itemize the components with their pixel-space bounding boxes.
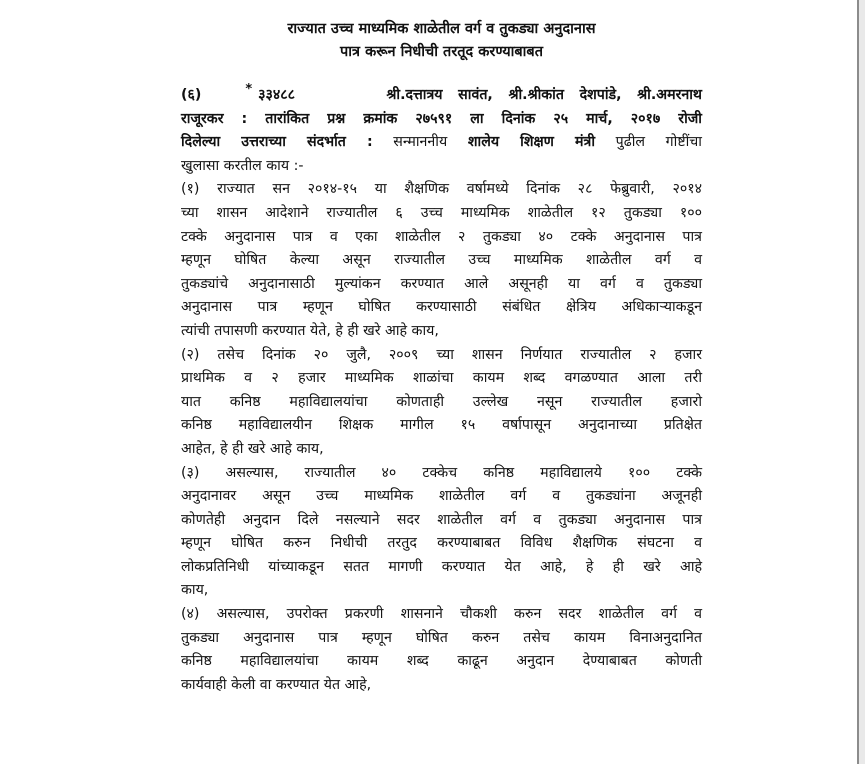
question-part-line: काय, — [181, 582, 209, 599]
question-part-line: च्या शासन आदेशाने राज्यातील ६ उच्च माध्यमिक शाळेतील १२ तुकड्या १०० — [181, 204, 702, 221]
question-part-line: कनिष्ठ महाविद्यालयांचा कायम शब्द काढून अनुदान देण्याबाबत कोणती — [181, 653, 702, 670]
question-part-line: अनुदानास पात्र म्हणून घोषित करण्यासाठी संबंधित क्षेत्रिय अधिकाऱ्याकडून — [181, 299, 702, 316]
members-line-2: राजूरकर : तारांकित प्रश्न क्रमांक २७५९१ ला दिनांक २५ मार्च, २०१७ रोजी — [181, 110, 702, 127]
question-part-line: (२) तसेच दिनांक २० जुलै, २००९ च्या शासन निर्णयात राज्यातील २ हजार — [181, 346, 702, 363]
members-line-1: श्री.दत्तात्रय सावंत, श्री.श्रीकांत देशपांडे, श्री.अमरनाथ — [386, 87, 702, 103]
question-part-line: लोकप्रतिनिधी यांच्याकडून सतत मागणी करण्यात येत आहे, हे ही खरे आहे — [181, 558, 702, 575]
question-part-line: म्हणून घोषित करुन निधीची तरतुद करण्याबाबत विविध शैक्षणिक संघटना व — [181, 535, 702, 552]
question-part-line: कार्यवाही केली वा करण्यात येत आहे, — [181, 676, 372, 693]
page-edge-shadow — [859, 0, 865, 764]
question-part-4 — [181, 603, 702, 697]
question-number: (६) — [181, 87, 202, 103]
reference-line — [181, 131, 702, 155]
minister-name: शालेय शिक्षण मंत्री — [467, 134, 595, 151]
question-part-line: कोणतेही अनुदान दिले नसल्याने सदर शाळेतील वर्ग व तुकड्या अनुदानास पात्र — [181, 511, 702, 528]
question-header-line-1 — [181, 84, 702, 108]
title-line-1: राज्यात उच्च माध्यमिक शाळेतील वर्ग व तुकड्या अनुदानास — [287, 21, 596, 37]
question-part-2 — [181, 344, 702, 462]
question-part-line: त्यांची तपासणी करण्यात येते, हे ही खरे आहे काय, — [181, 322, 439, 339]
question-block — [181, 84, 702, 697]
clarification-line: खुलासा करतील काय :- — [181, 157, 304, 174]
question-part-line: तुकड्या अनुदानास पात्र म्हणून घोषित करुन तसेच कायम विनाअनुदानित — [181, 629, 702, 646]
title-line-2: पात्र करून निधीची तरतूद करण्याबाबत — [340, 44, 543, 60]
reference-text-2: पुढील गोष्टींचा — [615, 134, 702, 151]
question-paragraphs — [181, 178, 702, 697]
question-id: ३३४८८ — [258, 87, 296, 103]
question-part-line: तुकड्यांचे अनुदानासाठी मुल्यांकन करण्यात आले असूनही या वर्ग व तुकड्या — [181, 275, 702, 292]
question-part-line: कनिष्ठ महाविद्यालयीन शिक्षक मागील १५ वर्षापासून अनुदानाच्या प्रतिक्षेत — [181, 417, 702, 434]
question-part-line: आहेत, हे ही खरे आहे काय, — [181, 440, 324, 457]
reference-label: दिलेल्या उत्तराच्या संदर्भात : — [181, 134, 373, 151]
question-part-line: (१) राज्यात सन २०१४-१५ या शैक्षणिक वर्षामध्ये दिनांक २८ फेब्रुवारी, २०१४ — [181, 181, 702, 198]
page-edge — [857, 0, 859, 764]
document-title — [181, 18, 702, 64]
question-part-1 — [181, 178, 702, 343]
document-page — [181, 18, 702, 697]
question-part-line: टक्के अनुदानास पात्र व एका शाळेतील २ तुकड्या ४० टक्के अनुदानास पात्र — [181, 228, 702, 245]
question-part-line: यात कनिष्ठ महाविद्यालयांचा कोणताही उल्लेख नसून राज्यातील हजारो — [181, 393, 702, 410]
question-part-3 — [181, 462, 702, 604]
question-part-line: प्राथमिक व २ हजार माध्यमिक शाळांचा कायम शब्द वगळण्यात आला तरी — [181, 370, 702, 387]
starred-mark: * — [245, 82, 253, 97]
question-part-line: (३) असल्यास, राज्यातील ४० टक्केच कनिष्ठ महाविद्यालये १०० टक्के — [181, 464, 702, 481]
question-part-line: म्हणून घोषित केल्या असून राज्यातील उच्च माध्यमिक शाळेतील वर्ग व — [181, 252, 702, 269]
question-part-line: अनुदानावर असून उच्च माध्यमिक शाळेतील वर्ग व तुकड्यांना अजूनही — [181, 488, 702, 505]
question-part-line: (४) असल्यास, उपरोक्त प्रकरणी शासनाने चौकशी करुन सदर शाळेतील वर्ग व — [181, 606, 702, 623]
reference-text-1: सन्माननीय — [393, 134, 448, 151]
